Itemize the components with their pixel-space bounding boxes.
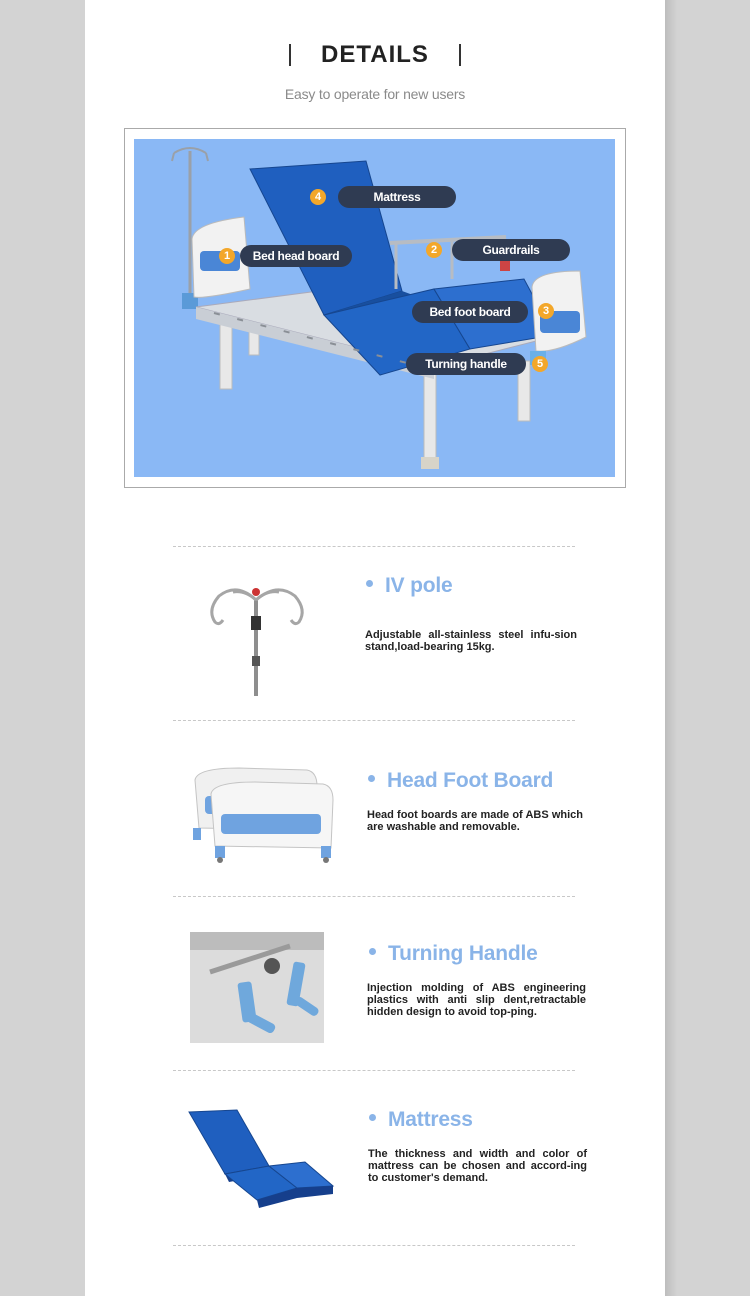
- page-subtitle: Easy to operate for new users: [284, 86, 466, 102]
- section-divider: [173, 1245, 575, 1246]
- feature-title-head-foot-board: [368, 769, 553, 793]
- section-divider: [173, 720, 575, 721]
- callout-guardrails: Guardrails: [452, 239, 570, 261]
- bullet-icon: [369, 948, 376, 955]
- feature-title-text: Mattress: [388, 1108, 473, 1131]
- section-divider: [173, 546, 575, 547]
- feature-desc-turning-handle: Injection molding of ABS engineering plastics with anti slip dent,retractable hidden design to avoid top-ping.: [367, 982, 586, 1018]
- section-divider: [173, 896, 575, 897]
- feature-desc-mattress: The thickness and width and color of mattress can be chosen and accord-ing to customer's demand.: [368, 1148, 587, 1184]
- head-foot-board-image: [189, 766, 337, 864]
- feature-title-text: Head Foot Board: [387, 769, 554, 792]
- feature-title-text: IV pole: [385, 574, 453, 597]
- feature-title-turning-handle: [369, 942, 538, 966]
- feature-desc-iv-pole: Adjustable all-stainless steel infu-sion stand,load-bearing 15kg.: [365, 629, 577, 653]
- callout-bed-foot-board: Bed foot board: [412, 301, 528, 323]
- page-shadow: [665, 0, 677, 1296]
- callout-mattress: Mattress: [338, 186, 456, 208]
- callout-bed-head-board: Bed head board: [240, 245, 352, 267]
- iv-pole-image: [197, 576, 327, 696]
- page-title: DETAILS: [289, 44, 461, 66]
- feature-desc-head-foot-board: Head foot boards are made of ABS which are washable and removable.: [367, 809, 583, 833]
- bed-overview-image: [134, 139, 615, 477]
- bed-overview-frame: [124, 128, 626, 488]
- bullet-icon: [366, 580, 373, 587]
- bullet-icon: [368, 775, 375, 782]
- feature-title-mattress: [369, 1108, 473, 1132]
- callout-4-number: 4: [310, 189, 326, 205]
- callout-turning-handle: Turning handle: [406, 353, 526, 375]
- callout-1-number: 1: [219, 248, 235, 264]
- title-block: [85, 41, 665, 68]
- callout-5-number: 5: [532, 356, 548, 372]
- detail-page: [85, 0, 665, 1296]
- feature-title-text: Turning Handle: [388, 942, 538, 965]
- feature-title-iv-pole: [366, 574, 452, 598]
- bullet-icon: [369, 1114, 376, 1121]
- mattress-image: [187, 1108, 337, 1212]
- callout-3-number: 3: [538, 303, 554, 319]
- section-divider: [173, 1070, 575, 1071]
- callout-2-number: 2: [426, 242, 442, 258]
- turning-handle-image: [190, 932, 324, 1043]
